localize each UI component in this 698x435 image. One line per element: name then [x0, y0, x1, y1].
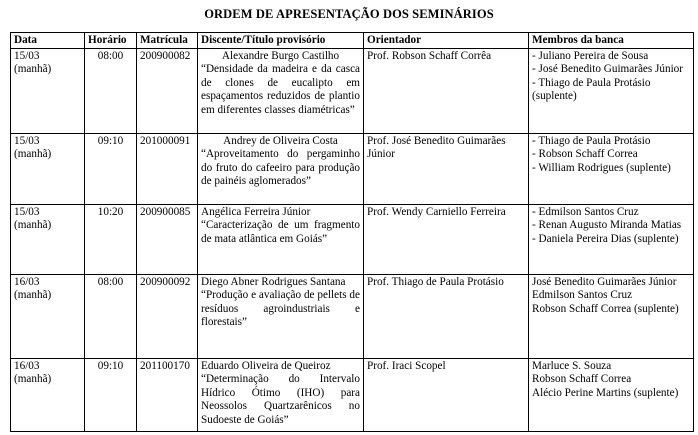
table-row — [11, 48, 694, 133]
committee-member: - Daniela Pereira Dias (suplente) — [532, 232, 679, 245]
registration-cell: 200900085 — [137, 204, 198, 274]
student-name: Andrey de Oliveira Costa — [223, 134, 338, 147]
period: (manhã) — [14, 148, 52, 161]
committee-member: Robson Schaff Correa — [532, 373, 632, 386]
registration-cell: 201000091 — [137, 133, 198, 204]
committee-cell — [529, 204, 694, 274]
student-name: Diego Abner Rodrigues Santana — [201, 275, 346, 288]
header-student-title: Discente/Título provisório — [198, 33, 364, 49]
committee-cell — [529, 274, 694, 358]
page-title: ORDEM DE APRESENTAÇÃO DOS SEMINÁRIOS — [204, 7, 494, 21]
committee-member: Alécio Perine Martins (suplente) — [532, 386, 679, 399]
period: (manhã) — [14, 289, 52, 302]
date-cell — [11, 358, 85, 431]
date: 15/03 — [14, 49, 40, 62]
advisor-cell: Prof. José Benedito Guimarães Júnior — [364, 133, 529, 204]
committee-cell — [529, 358, 694, 431]
period: (manhã) — [14, 219, 52, 232]
table-row — [11, 204, 694, 274]
time-cell: 10:20 — [85, 204, 137, 274]
committee-member: Robson Schaff Correa (suplente) — [532, 302, 679, 315]
thesis-title: “Determinação do Intervalo Hídrico Ótimo (IHO) para Neossolos Quartzarênicos no Sudoeste de Goiás” — [201, 373, 360, 426]
table-header-row — [11, 33, 694, 49]
date: 15/03 — [14, 134, 40, 147]
time-cell: 08:00 — [85, 274, 137, 358]
date-cell — [11, 133, 85, 204]
student-cell — [198, 133, 364, 204]
date: 15/03 — [14, 205, 40, 218]
thesis-title: “Aproveitamento do pergaminho do fruto do cafeeiro para produção de painéis aglomerados” — [201, 148, 360, 188]
committee-member: - Thiago de Paula Protásio (suplente) — [532, 76, 651, 103]
table-row — [11, 274, 694, 358]
committee-member: - Robson Schaff Correa — [532, 148, 638, 161]
period: (manhã) — [14, 373, 52, 386]
header-advisor: Orientador — [364, 33, 529, 49]
thesis-title: “Produção e avaliação de pellets de resíduos agroindustriais e florestais” — [201, 289, 360, 329]
committee-member: Marluce S. Souza — [532, 359, 612, 372]
registration-cell: 201100170 — [137, 358, 198, 431]
date: 16/03 — [14, 275, 40, 288]
committee-member: - Thiago de Paula Protásio — [532, 134, 651, 147]
advisor-cell: Prof. Wendy Carniello Ferreira — [364, 204, 529, 274]
date-cell — [11, 204, 85, 274]
committee-member: - José Benedito Guimarães Júnior — [532, 63, 683, 76]
registration-cell: 200900092 — [137, 274, 198, 358]
student-name: Alexandre Burgo Castilho — [221, 49, 340, 62]
header-committee: Membros da banca — [529, 33, 694, 49]
advisor-cell: Prof. Iraci Scopel — [364, 358, 529, 431]
header-registration: Matrícula — [137, 33, 198, 49]
student-cell — [198, 358, 364, 431]
date-cell — [11, 48, 85, 133]
table-row — [11, 358, 694, 431]
thesis-title: “Densidade da madeira e da casca de clones de eucalipto em espaçamentos reduzidos de plantio em diferentes classes diamétricas” — [201, 63, 360, 116]
seminar-schedule-table — [10, 32, 694, 432]
date: 16/03 — [14, 359, 40, 372]
student-cell — [198, 48, 364, 133]
time-cell: 09:10 — [85, 358, 137, 431]
header-date: Data — [11, 33, 85, 49]
committee-member: - Renan Augusto Miranda Matias — [532, 219, 682, 232]
committee-member: - William Rodrigues (suplente) — [532, 161, 671, 174]
committee-member: - Juliano Pereira de Sousa — [532, 49, 649, 62]
advisor-cell: Prof. Robson Schaff Corrêa — [364, 48, 529, 133]
date-cell — [11, 274, 85, 358]
committee-member: Edmilson Santos Cruz — [532, 289, 633, 302]
header-time: Horário — [85, 33, 137, 49]
committee-member: José Benedito Guimarães Júnior — [532, 275, 677, 288]
student-cell — [198, 274, 364, 358]
student-name: Eduardo Oliveira de Queiroz — [201, 359, 331, 372]
time-cell: 09:10 — [85, 133, 137, 204]
advisor-cell: Prof. Thiago de Paula Protásio — [364, 274, 529, 358]
committee-cell — [529, 48, 694, 133]
thesis-title: “Caracterização de um fragmento de mata atlântica em Goiás” — [201, 219, 360, 245]
registration-cell: 200900082 — [137, 48, 198, 133]
period: (manhã) — [14, 63, 52, 76]
committee-member: - Edmilson Santos Cruz — [532, 205, 639, 218]
student-cell — [198, 204, 364, 274]
table-row — [11, 133, 694, 204]
student-name: Angélica Ferreira Júnior — [201, 205, 311, 218]
time-cell: 08:00 — [85, 48, 137, 133]
committee-cell — [529, 133, 694, 204]
